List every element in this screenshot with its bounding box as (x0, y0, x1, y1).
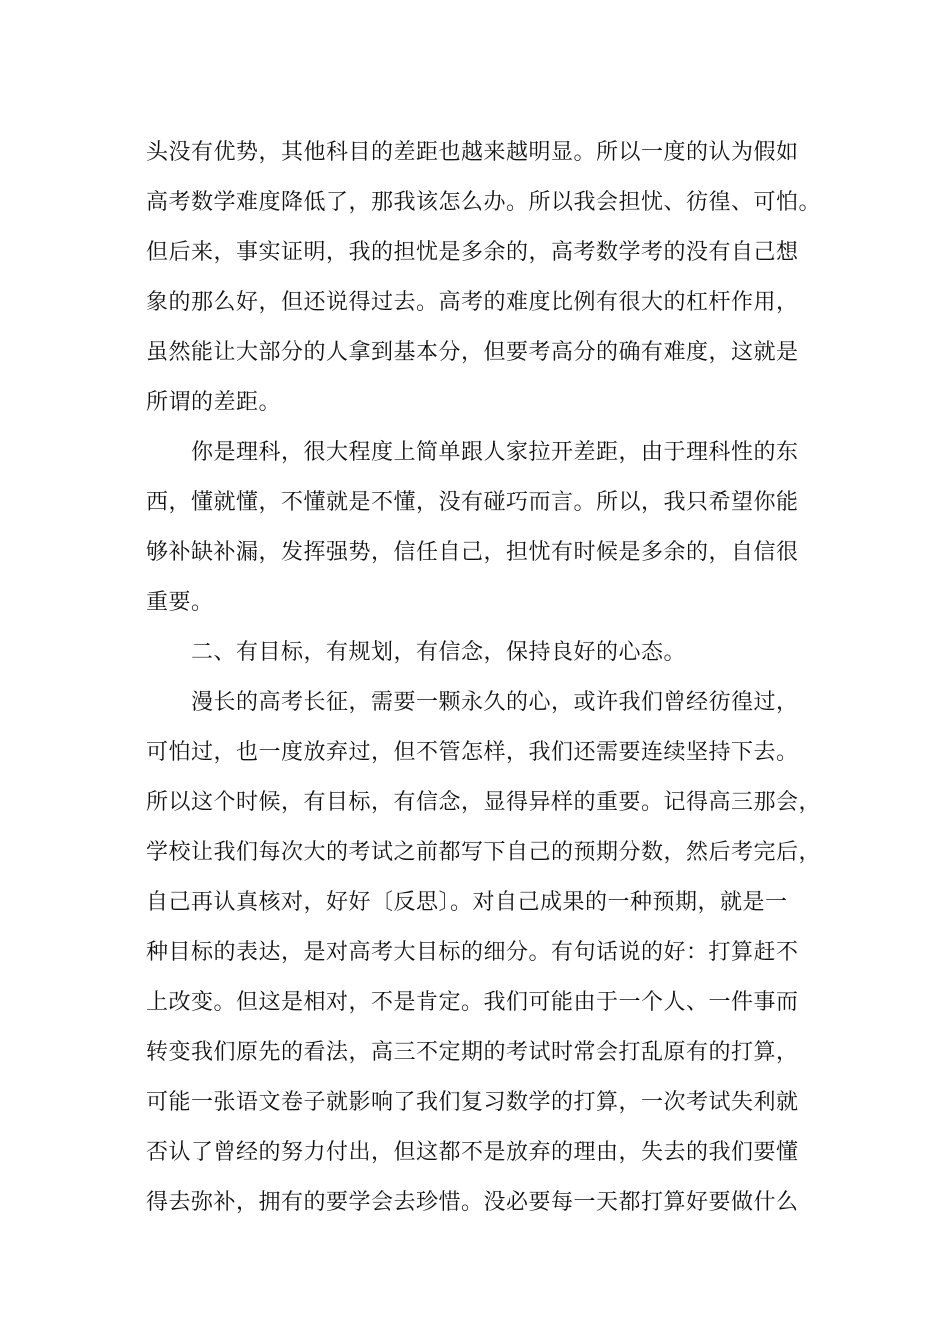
paragraph-start-line: 你是理科，很大程度上简单跟人家拉开差距，由于理科性的东 (191, 440, 799, 465)
text-line: 但后来，事实证明，我的担忧是多余的，高考数学考的没有自己想 (146, 240, 799, 265)
text-line: 够补缺补漏，发挥强势，信任自己，担忧有时候是多余的，自信很 (146, 540, 799, 565)
text-line: 可能一张语文卷子就影响了我们复习数学的打算，一次考试失利就 (146, 1090, 799, 1115)
text-line: 可怕过，也一度放弃过，但不管怎样，我们还需要连续坚持下去。 (146, 740, 799, 765)
text-line: 所以这个时候，有目标，有信念，显得异样的重要。记得高三那会， (146, 790, 822, 815)
text-line: 学校让我们每次大的考试之前都写下自己的预期分数，然后考完后， (146, 840, 822, 865)
text-line: 所谓的差距。 (146, 390, 282, 415)
text-line: 象的那么好，但还说得过去。高考的难度比例有很大的杠杆作用， (146, 290, 799, 315)
text-line: 种目标的表达，是对高考大目标的细分。有句话说的好：打算赶不 (146, 940, 799, 965)
paragraph-start-line: 漫长的高考长征，需要一颗永久的心，或许我们曾经彷徨过， (191, 690, 799, 715)
text-line: 虽然能让大部分的人拿到基本分，但要考高分的确有难度，这就是 (146, 340, 799, 365)
text-line: 头没有优势，其他科目的差距也越来越明显。所以一度的认为假如 (146, 140, 799, 165)
section-heading: 二、有目标，有规划，有信念，保持良好的心态。 (191, 640, 687, 665)
text-line: 重要。 (146, 590, 214, 615)
text-line: 西，懂就懂，不懂就是不懂，没有碰巧而言。所以，我只希望你能 (146, 490, 799, 515)
text-line: 高考数学难度降低了，那我该怎么办。所以我会担忧、彷徨、可怕。 (146, 190, 822, 215)
text-line: 否认了曾经的努力付出，但这都不是放弃的理由，失去的我们要懂 (146, 1140, 799, 1165)
text-line: 得去弥补，拥有的要学会去珍惜。没必要每一天都打算好要做什么 (146, 1190, 799, 1215)
text-line: 自己再认真核对，好好〔反思〕。对自己成果的一种预期，就是一 (146, 890, 788, 915)
text-line: 转变我们原先的看法，高三不定期的考试时常会打乱原有的打算， (146, 1040, 799, 1065)
text-line: 上改变。但这是相对，不是肯定。我们可能由于一个人、一件事而 (146, 990, 799, 1015)
body-text (146, 128, 826, 1228)
